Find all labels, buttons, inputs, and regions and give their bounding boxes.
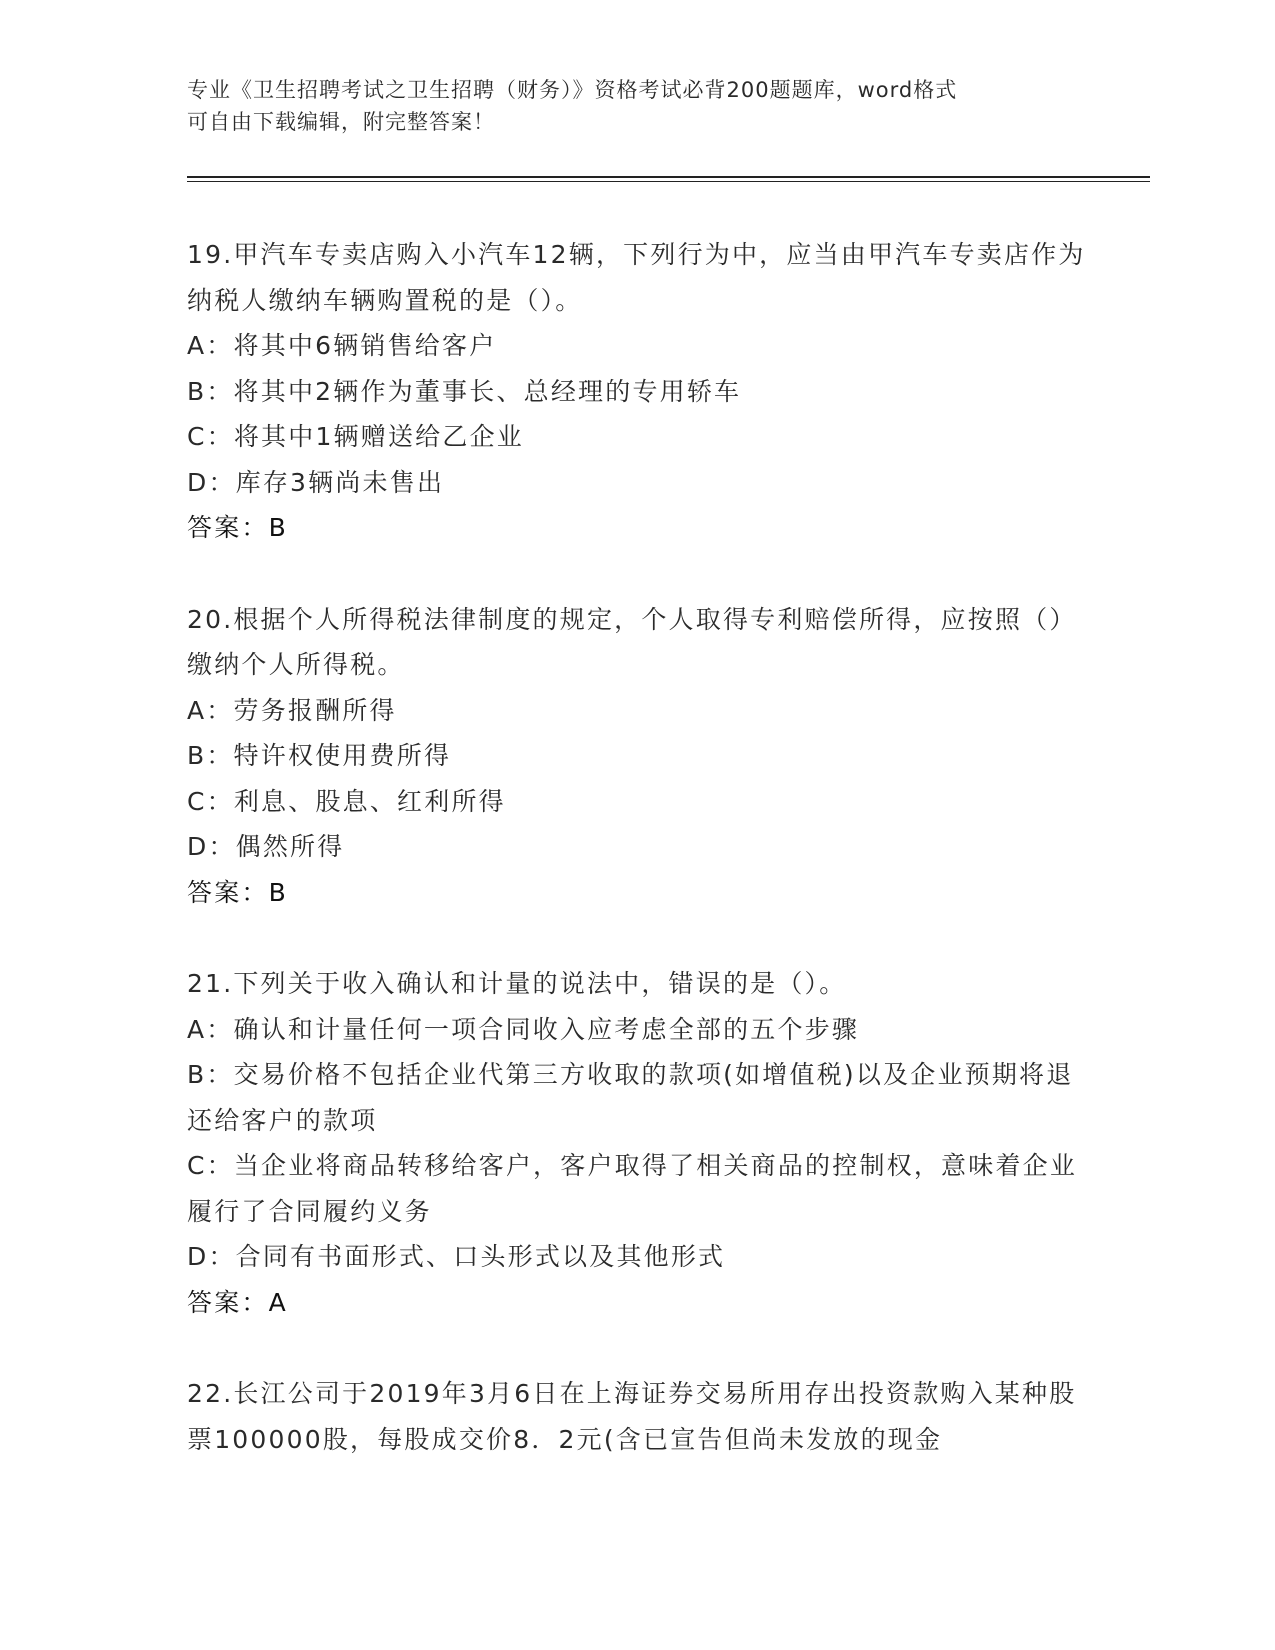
question-stem: 22.长江公司于2019年3月6日在上海证券交易所用存出投资款购入某种股票100000股，每股成交价8．2元(含已宣告但尚未发放的现金 <box>187 1379 1077 1454</box>
question-stem: 20.根据个人所得税法律制度的规定，个人取得专利赔偿所得，应按照（）缴纳个人所得税。 <box>187 604 1077 679</box>
header-line-2: 可自由下载编辑，附完整答案！ <box>187 110 495 134</box>
option-d: D：偶然所得 <box>187 832 345 861</box>
option-d: D：合同有书面形式、口头形式以及其他形式 <box>187 1242 726 1271</box>
question-21 <box>187 961 1087 1325</box>
answer-line: 答案：B <box>187 513 288 542</box>
option-a: A：确认和计量任何一项合同收入应考虑全部的五个步骤 <box>187 1014 860 1044</box>
option-c: C：利息、股息、红利所得 <box>187 786 506 816</box>
option-a: A：劳务报酬所得 <box>187 695 397 725</box>
question-list <box>187 232 1087 1508</box>
option-c: C：将其中1辆赠送给乙企业 <box>187 422 524 451</box>
answer-line: 答案：A <box>187 1287 288 1317</box>
header-divider-thin <box>187 181 1150 182</box>
question-stem: 19.甲汽车专卖店购入小汽车12辆，下列行为中，应当由甲汽车专卖店作为纳税人缴纳车辆购置税的是（）。 <box>187 240 1086 315</box>
option-b: B：将其中2辆作为董事长、总经理的专用轿车 <box>187 376 742 406</box>
option-d: D：库存3辆尚未售出 <box>187 467 445 497</box>
question-20 <box>187 597 1087 916</box>
header-line-1: 专业《卫生招聘考试之卫生招聘（财务）》资格考试必背200题题库，word格式 <box>187 78 958 102</box>
question-stem: 21.下列关于收入确认和计量的说法中，错误的是（）。 <box>187 969 847 998</box>
header-divider-thick <box>187 176 1150 178</box>
option-b: B：交易价格不包括企业代第三方收取的款项(如增值税)以及企业预期将退还给客户的款项 <box>187 1060 1074 1135</box>
question-19 <box>187 232 1087 551</box>
option-a: A：将其中6辆销售给客户 <box>187 331 497 360</box>
question-22 <box>187 1371 1087 1462</box>
answer-line: 答案：B <box>187 877 288 907</box>
option-c: C：当企业将商品转移给客户，客户取得了相关商品的控制权，意味着企业履行了合同履约义务 <box>187 1151 1078 1226</box>
option-b: B：特许权使用费所得 <box>187 741 452 770</box>
document-header <box>187 74 1087 138</box>
